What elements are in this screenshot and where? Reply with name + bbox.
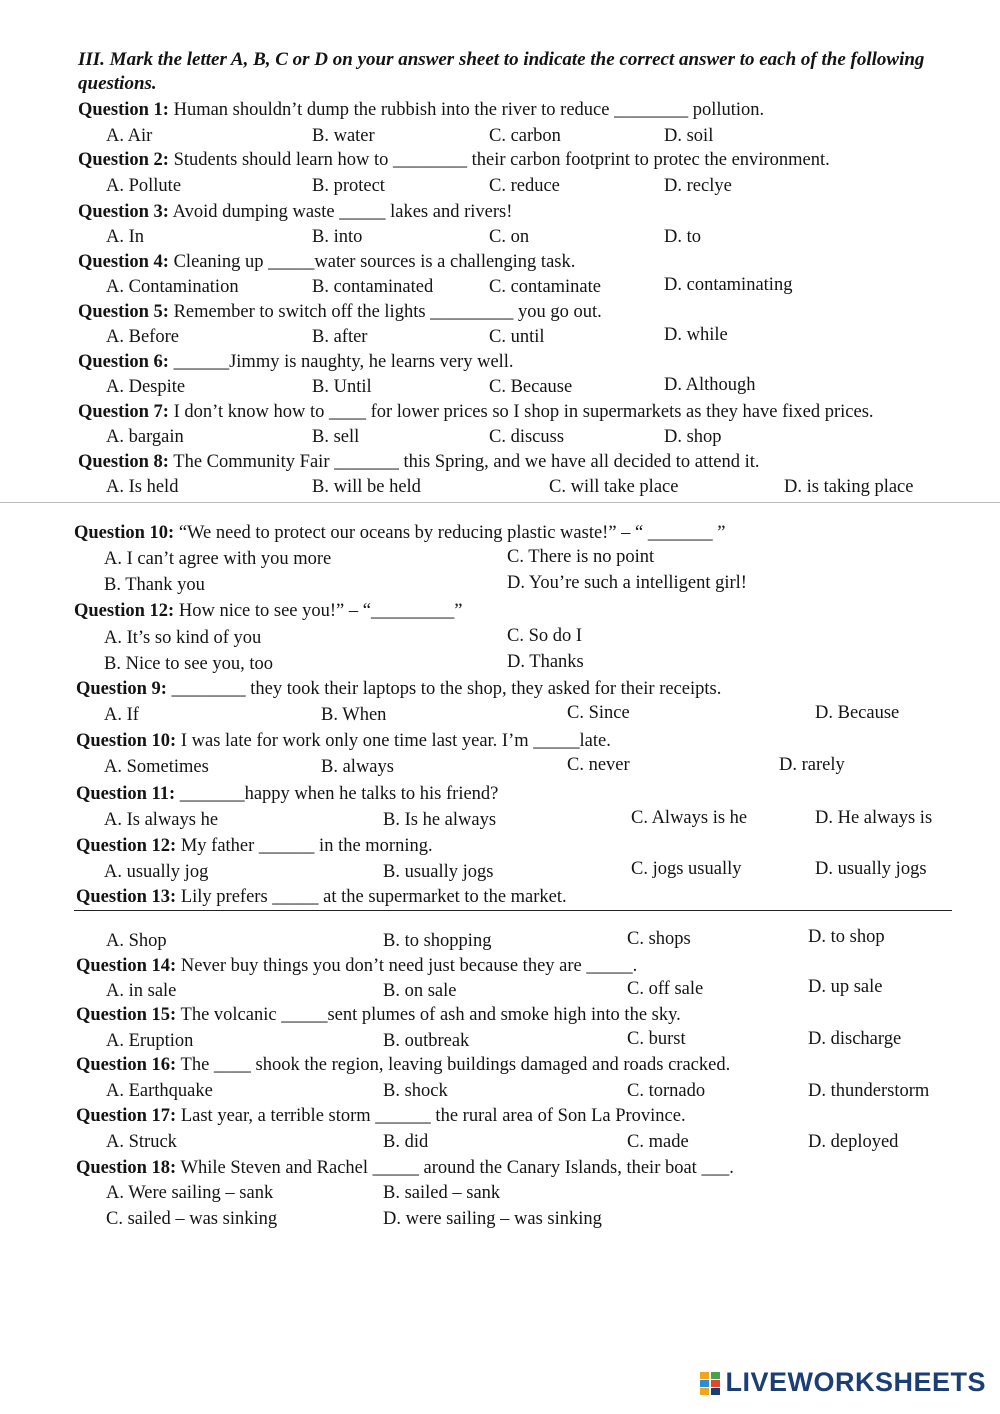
- option-b[interactable]: B. will be held: [312, 477, 421, 497]
- option-d[interactable]: D. Thanks: [507, 652, 584, 672]
- option-a[interactable]: A. Despite: [106, 377, 186, 397]
- question-10-dialogue: [74, 522, 725, 544]
- option-c[interactable]: C. shops: [627, 929, 691, 949]
- option-c[interactable]: C. burst: [627, 1029, 686, 1049]
- question-label: Question 2:: [78, 150, 169, 170]
- option-c[interactable]: C. sailed – was sinking: [106, 1209, 278, 1229]
- question-text: I was late for work only one time last year. I’m _____late.: [180, 731, 611, 751]
- option-a[interactable]: A. Shop: [106, 931, 167, 951]
- question-17: [76, 1105, 686, 1127]
- liveworksheets-brand[interactable]: [699, 1367, 986, 1398]
- question-text: Remember to switch off the lights _________ you go out.: [173, 302, 602, 322]
- option-d[interactable]: D. Although: [664, 375, 756, 395]
- option-b[interactable]: B. contaminated: [312, 277, 434, 297]
- question-text: How nice to see you!” – “_________”: [178, 601, 463, 621]
- option-b[interactable]: B. always: [321, 757, 394, 777]
- option-d[interactable]: D. Because: [815, 703, 900, 723]
- option-c[interactable]: C. off sale: [627, 979, 704, 999]
- question-label: Question 16:: [76, 1055, 177, 1075]
- option-a[interactable]: A. Sometimes: [104, 757, 209, 777]
- question-text: Avoid dumping waste _____ lakes and rivers!: [172, 202, 513, 222]
- option-c[interactable]: C. There is no point: [507, 547, 655, 567]
- option-c[interactable]: C. will take place: [549, 477, 679, 497]
- question-label: Question 3:: [78, 202, 169, 222]
- option-b[interactable]: B. Until: [312, 377, 372, 397]
- option-a[interactable]: A. Were sailing – sank: [106, 1183, 274, 1203]
- question-8: [78, 451, 760, 473]
- question-14: [76, 955, 637, 977]
- question-text: While Steven and Rachel _____ around the Canary Islands, their boat ___.: [180, 1158, 734, 1178]
- question-12: [76, 835, 433, 857]
- question-13: [76, 886, 567, 908]
- question-label: Question 11:: [76, 784, 176, 804]
- option-b[interactable]: B. Is he always: [383, 810, 497, 830]
- question-text: Lily prefers _____ at the supermarket to the market.: [180, 887, 567, 907]
- question-text: ______Jimmy is naughty, he learns very well.: [173, 352, 514, 372]
- question-label: Question 6:: [78, 352, 169, 372]
- option-a[interactable]: A. in sale: [106, 981, 177, 1001]
- question-6: [78, 351, 514, 373]
- question-label: Question 17:: [76, 1106, 177, 1126]
- question-label: Question 18:: [76, 1158, 177, 1178]
- option-b[interactable]: B. shock: [383, 1081, 448, 1101]
- option-a[interactable]: A. Earthquake: [106, 1081, 213, 1101]
- question-1: [78, 99, 764, 121]
- option-d[interactable]: D. is taking place: [784, 477, 914, 497]
- question-label: Question 15:: [76, 1005, 177, 1025]
- option-c[interactable]: C. Since: [567, 703, 630, 723]
- question-text: Last year, a terrible storm ______ the rural area of Son La Province.: [180, 1106, 686, 1126]
- option-c[interactable]: C. jogs usually: [631, 859, 742, 879]
- option-b[interactable]: B. usually jogs: [383, 862, 494, 882]
- question-18: [76, 1157, 734, 1179]
- option-c[interactable]: C. never: [567, 755, 630, 775]
- question-label: Question 10:: [76, 731, 177, 751]
- liveworksheets-logo-icon: [699, 1370, 721, 1396]
- question-text: The volcanic _____sent plumes of ash and smoke high into the sky.: [180, 1005, 681, 1025]
- question-label: Question 12:: [76, 836, 177, 856]
- option-d[interactable]: D. You’re such a intelligent girl!: [507, 573, 747, 593]
- option-d[interactable]: D. up sale: [808, 977, 883, 997]
- option-c[interactable]: C. made: [627, 1132, 689, 1152]
- option-b[interactable]: B. did: [383, 1132, 429, 1152]
- question-label: Question 14:: [76, 956, 177, 976]
- option-b[interactable]: B. into: [312, 227, 363, 247]
- option-c[interactable]: C. Always is he: [631, 808, 748, 828]
- option-d[interactable]: D. thunderstorm: [808, 1081, 930, 1101]
- option-a[interactable]: A. If: [104, 705, 139, 725]
- option-d[interactable]: D. were sailing – was sinking: [383, 1209, 602, 1229]
- option-c[interactable]: C. on: [489, 227, 530, 247]
- option-d[interactable]: D. reclye: [664, 176, 732, 196]
- option-a[interactable]: A. In: [106, 227, 145, 247]
- option-a[interactable]: A. Pollute: [106, 176, 182, 196]
- question-label: Question 1:: [78, 100, 169, 120]
- option-a[interactable]: A. usually jog: [104, 862, 209, 882]
- option-c[interactable]: C. reduce: [489, 176, 560, 196]
- question-label: Question 13:: [76, 887, 177, 907]
- option-b[interactable]: B. to shopping: [383, 931, 492, 951]
- option-b[interactable]: B. outbreak: [383, 1031, 470, 1051]
- question-label: Question 10:: [74, 523, 175, 543]
- option-d[interactable]: D. discharge: [808, 1029, 902, 1049]
- question-text: Students should learn how to ________ their carbon footprint to protec the environment.: [173, 150, 830, 170]
- question-10: [76, 730, 611, 752]
- option-b[interactable]: B. When: [321, 705, 387, 725]
- question-label: Question 7:: [78, 402, 169, 422]
- option-c[interactable]: C. until: [489, 327, 545, 347]
- question-4: [78, 251, 575, 273]
- option-b[interactable]: B. Nice to see you, too: [104, 654, 274, 674]
- option-c[interactable]: C. tornado: [627, 1081, 706, 1101]
- question-text: Cleaning up _____water sources is a challenging task.: [173, 252, 576, 272]
- question-text: Never buy things you don’t need just because they are _____.: [180, 956, 638, 976]
- option-b[interactable]: B. sailed – sank: [383, 1183, 501, 1203]
- option-c[interactable]: C. contaminate: [489, 277, 601, 297]
- option-c[interactable]: C. discuss: [489, 427, 565, 447]
- question-16: [76, 1054, 730, 1076]
- option-b[interactable]: B. sell: [312, 427, 360, 447]
- option-d[interactable]: D. contaminating: [664, 275, 793, 295]
- option-d[interactable]: D. soil: [664, 126, 714, 146]
- option-d[interactable]: D. shop: [664, 427, 722, 447]
- option-a[interactable]: A. bargain: [106, 427, 184, 447]
- option-a[interactable]: A. It’s so kind of you: [104, 628, 262, 648]
- option-d[interactable]: D. He always is: [815, 808, 933, 828]
- option-c[interactable]: C. So do I: [507, 626, 583, 646]
- question-12-dialogue: [74, 600, 462, 622]
- option-b[interactable]: B. on sale: [383, 981, 457, 1001]
- option-c[interactable]: C. Because: [489, 377, 573, 397]
- option-d[interactable]: D. usually jogs: [815, 859, 927, 879]
- question-label: Question 12:: [74, 601, 175, 621]
- question-label: Question 9:: [76, 679, 167, 699]
- option-d[interactable]: D. deployed: [808, 1132, 899, 1152]
- question-2: [78, 149, 830, 171]
- question-3: [78, 201, 512, 223]
- option-c[interactable]: C. carbon: [489, 126, 561, 146]
- brand-name: LIVEWORKSHEETS: [725, 1367, 986, 1397]
- option-b[interactable]: B. water: [312, 126, 375, 146]
- question-text: “We need to protect our oceans by reducing plastic waste!” – “ _______ ”: [178, 523, 726, 543]
- section-instruction: III. Mark the letter A, B, C or D on your answer sheet to indicate the correct answer to each of the following questions.: [78, 49, 925, 94]
- question-text: ________ they took their laptops to the shop, they asked for their receipts.: [171, 679, 722, 699]
- question-text: My father ______ in the morning.: [180, 836, 433, 856]
- question-label: Question 5:: [78, 302, 169, 322]
- option-a[interactable]: A. Struck: [106, 1132, 177, 1152]
- question-label: Question 4:: [78, 252, 169, 272]
- option-d[interactable]: D. while: [664, 325, 728, 345]
- option-d[interactable]: D. rarely: [779, 755, 845, 775]
- option-b[interactable]: B. after: [312, 327, 368, 347]
- section-divider: [74, 910, 952, 911]
- option-a[interactable]: A. Air: [106, 126, 153, 146]
- question-text: Human shouldn’t dump the rubbish into the river to reduce ________ pollution.: [173, 100, 765, 120]
- question-label: Question 8:: [78, 452, 169, 472]
- question-text: _______happy when he talks to his friend?: [179, 784, 499, 804]
- option-d[interactable]: D. to: [664, 227, 701, 247]
- option-a[interactable]: A. Eruption: [106, 1031, 194, 1051]
- section-divider: [0, 502, 1000, 503]
- question-11: [76, 783, 498, 805]
- question-7: [78, 401, 874, 423]
- option-a[interactable]: A. I can’t agree with you more: [104, 549, 332, 569]
- option-a[interactable]: A. Is always he: [104, 810, 219, 830]
- question-5: [78, 301, 602, 323]
- option-b[interactable]: B. Thank you: [104, 575, 205, 595]
- question-text: The Community Fair _______ this Spring, and we have all decided to attend it.: [173, 452, 760, 472]
- question-text: I don’t know how to ____ for lower prices so I shop in supermarkets as they have fixed prices.: [173, 402, 874, 422]
- option-a[interactable]: A. Is held: [106, 477, 179, 497]
- question-9: [76, 678, 721, 700]
- question-text: The ____ shook the region, leaving buildings damaged and roads cracked.: [180, 1055, 731, 1075]
- option-b[interactable]: B. protect: [312, 176, 385, 196]
- option-a[interactable]: A. Before: [106, 327, 179, 347]
- option-d[interactable]: D. to shop: [808, 927, 885, 947]
- option-a[interactable]: A. Contamination: [106, 277, 239, 297]
- question-15: [76, 1004, 681, 1026]
